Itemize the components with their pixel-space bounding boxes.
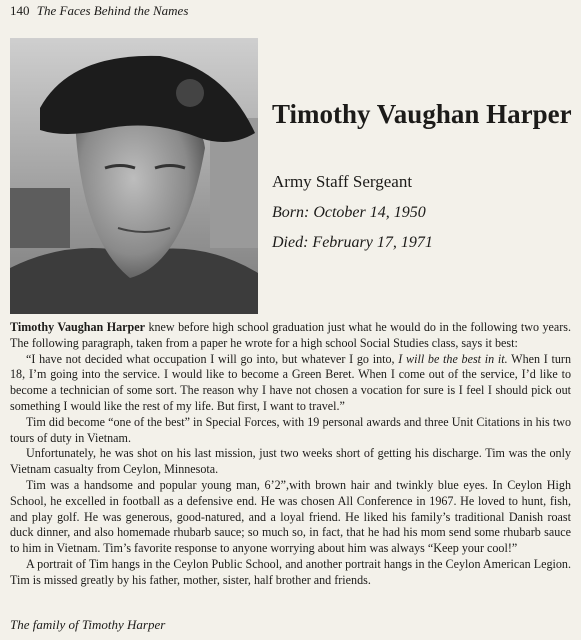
paragraph-quote — [10, 352, 571, 415]
book-title: The Faces Behind the Names — [36, 3, 189, 18]
portrait-photo-icon — [10, 38, 258, 314]
lead-name: Timothy Vaughan Harper — [10, 320, 146, 334]
paragraph-memorial: A portrait of Tim hangs in the Ceylon Public School, and another portrait hangs in the Ceylon American Legion. Tim is missed greatly by his father, mother, sister, half brother and friends. — [10, 556, 571, 587]
soldier-name: Timothy Vaughan Harper — [272, 99, 572, 129]
signature: The family of Timothy Harper — [10, 617, 166, 632]
portrait-photo — [10, 38, 258, 314]
quote-part-a: “I have not decided what occupation I will go into, but whatever I go into, — [26, 351, 399, 366]
paragraph-personality: Tim was a handsome and popular young man, 6’2”,with brown hair and twinkly blue eyes. In Ceylon High School, he excelled in football as a defensive end. He was chosen All Conference in 1967. He loved to hunt, fish, and play golf. He was generous, good-natured, and a loyal friend. He liked his family’s traditional Danish roast duck dinner, and also homemade rhubarb sauce; so much so, in fact, that he had his mom send some rhubarb sauce to him in Vietnam. Tim’s favorite response to anyone worrying about him was always “Keep your cool!” — [10, 477, 571, 556]
biography-text — [10, 320, 571, 589]
quote-part-b: When I turn 18, I’m going into the service. I would like to become a Green Beret. When I come out of the service, I’d like to become a technician of some sort. The reason why I have not chosen a vocation for sure is I feel I should pick out something I would like the rest of my life. But first, I want to travel.” — [10, 351, 572, 413]
intro-text: knew before high school graduation just what he would do in the following two years. The following paragraph, taken from a paper he wrote for a high school Social Studies class, says it best: — [10, 320, 572, 350]
quote-emphasis: I will be the best in it. — [398, 351, 508, 366]
paragraph-service: Tim did become “one of the best” in Special Forces, with 19 personal awards and three Unit Citations in his two tours of duty in Vietnam. — [10, 414, 571, 445]
soldier-rank: Army Staff Sergeant — [272, 172, 413, 191]
birth-date: Born: October 14, 1950 — [272, 204, 426, 221]
page-header — [10, 3, 188, 19]
paragraph-intro — [10, 320, 571, 352]
death-date: Died: February 17, 1971 — [272, 234, 433, 251]
paragraph-death: Unfortunately, he was shot on his last mission, just two weeks short of getting his discharge. Tim was the only Vietnam casualty from Ceylon, Minnesota. — [10, 446, 571, 477]
page-number: 140 — [10, 3, 30, 18]
